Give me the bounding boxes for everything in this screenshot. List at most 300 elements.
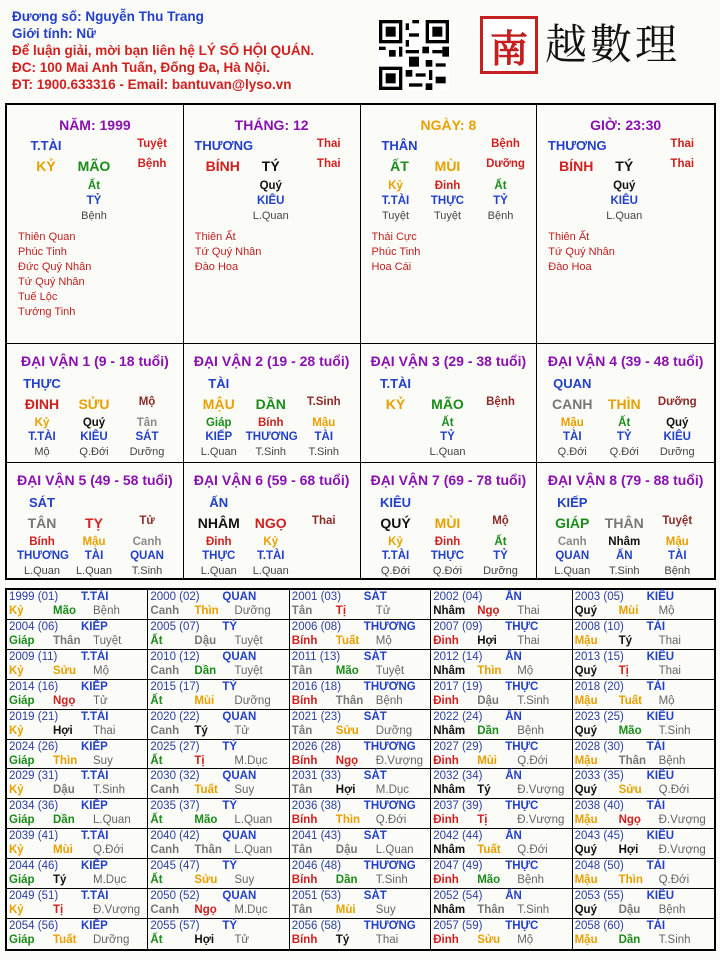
annual-cell — [431, 919, 572, 949]
annual-cell — [7, 710, 148, 740]
annual-can: Mậu — [574, 754, 598, 767]
annual-can: Bính — [291, 694, 318, 707]
annual-state: Thai — [658, 634, 681, 647]
annual-can: Ất — [150, 694, 163, 707]
hidden-state: T.Sinh — [255, 446, 287, 458]
annual-star: SÁT — [363, 890, 387, 903]
star-item: Đào Hoa — [548, 261, 592, 273]
annual-cell — [7, 650, 148, 680]
hidden-can: Kỷ — [34, 417, 50, 429]
dai-van-title: ĐẠI VẬN 7 (69 - 78 tuổi) — [370, 472, 527, 488]
pillar-can: KỶ — [36, 158, 56, 174]
annual-chi: Mão — [53, 605, 76, 617]
star-item: Phúc Tinh — [18, 246, 67, 258]
dai-van-star: KIẾP — [557, 495, 588, 510]
annual-star: TÀI — [646, 920, 666, 933]
dai-van-chi: NGỌ — [254, 515, 287, 531]
annual-can: Bính — [291, 754, 318, 767]
pillar-title: GIỜ: 23:30 — [590, 117, 662, 133]
hidden-star: TỶ — [86, 195, 102, 207]
annual-star: QUAN — [222, 890, 257, 903]
annual-star: ẤN — [505, 830, 522, 843]
hidden-can: Nhâm — [608, 536, 641, 548]
annual-cell — [431, 769, 572, 799]
annual-year: 2043 (45) — [574, 830, 624, 843]
annual-state: Q.Đới — [93, 844, 124, 857]
annual-state: Đ.Vượng — [658, 844, 706, 857]
annual-cell — [431, 740, 572, 770]
annual-cell — [290, 859, 431, 889]
dai-van-can: CANH — [552, 396, 593, 412]
hidden-star: TÀI — [84, 550, 104, 562]
annual-state: Tuyệt — [234, 664, 263, 677]
annual-can: Mậu — [574, 634, 598, 647]
annual-star: TÀI — [646, 800, 666, 813]
annual-state: T.Sinh — [375, 874, 408, 887]
dai-van-3 — [361, 344, 538, 463]
dai-van-7 — [361, 463, 538, 578]
star-item: Tứ Quý Nhân — [194, 246, 262, 258]
hidden-can: Giáp — [205, 417, 232, 429]
annual-state: Mộ — [658, 694, 675, 707]
annual-state: T.Sinh — [517, 694, 550, 707]
annual-cell — [7, 829, 148, 859]
annual-state: Bệnh — [517, 874, 545, 887]
dai-van-title: ĐẠI VẬN 3 (29 - 38 tuổi) — [370, 353, 527, 369]
annual-year: 2024 (26) — [9, 740, 59, 753]
annual-star: ẤN — [505, 710, 522, 723]
dai-van-state: Bệnh — [486, 396, 515, 408]
dai-van-title: ĐẠI VẬN 4 (39 - 48 tuổi) — [547, 353, 704, 369]
annual-cell — [148, 799, 289, 829]
annual-cell — [431, 859, 572, 889]
annual-year: 2000 (02) — [150, 591, 200, 603]
annual-year: 2034 (36) — [9, 800, 59, 813]
annual-cell — [7, 799, 148, 829]
annual-cell — [290, 650, 431, 680]
dai-van-6 — [184, 463, 361, 578]
annual-chi: Sửu — [335, 724, 359, 737]
dai-van-can: TÂN — [27, 515, 57, 531]
annual-chi: Tị — [335, 605, 347, 617]
annual-chi: Dậu — [53, 784, 75, 797]
annual-cell — [290, 680, 431, 710]
annual-star: TỶ — [222, 800, 238, 813]
dai-van-chi: MÃO — [431, 396, 464, 412]
annual-can: Giáp — [9, 814, 35, 827]
pillar-chi: TÝ — [615, 158, 634, 174]
phone-email[interactable]: ĐT: 1900.633316 - Email: bantuvan@lyso.vn — [12, 77, 292, 92]
annual-chi: Hợi — [335, 784, 356, 797]
annual-year: 2033 (35) — [574, 770, 624, 783]
hidden-state: Bệnh — [664, 565, 691, 577]
annual-year: 2054 (56) — [9, 920, 59, 933]
annual-can: Mậu — [574, 694, 598, 707]
hidden-can: Kỷ — [388, 180, 403, 192]
annual-chi: Ngọ — [477, 605, 500, 617]
dai-van-title: ĐẠI VẬN 1 (9 - 18 tuổi) — [20, 353, 169, 369]
dai-van-chi: DẦN — [255, 396, 286, 412]
pillar-top-state: Tuyệt — [137, 138, 167, 150]
annual-year: 2019 (21) — [9, 710, 59, 723]
pillar-star: T.TÀI — [30, 138, 62, 153]
annual-state: L.Quan — [375, 844, 414, 857]
annual-star: KIẾP — [81, 860, 108, 873]
hidden-can: Quý — [666, 417, 689, 429]
dai-van-1 — [7, 344, 184, 463]
hidden-can: Kỷ — [263, 536, 279, 548]
annual-cell — [573, 889, 714, 919]
annual-chi: Sửu — [618, 784, 642, 797]
annual-can: Tân — [291, 844, 313, 857]
annual-star: TÀI — [646, 740, 666, 753]
annual-year: 2038 (40) — [574, 800, 624, 813]
annual-state: M.Dục — [234, 754, 268, 767]
annual-year: 2052 (54) — [433, 890, 483, 903]
annual-year: 2058 (60) — [574, 920, 624, 933]
annual-can: Bính — [291, 634, 318, 647]
annual-star: THƯƠNG — [363, 920, 416, 933]
pillar-state: Dưỡng — [486, 158, 525, 170]
annual-cell — [290, 889, 431, 919]
hidden-can: Canh — [132, 536, 162, 548]
hidden-star: TỶ — [493, 195, 508, 207]
annual-state: Bệnh — [517, 724, 545, 737]
annual-cell — [148, 620, 289, 650]
annual-can: Giáp — [9, 634, 35, 647]
annual-can: Quý — [574, 904, 597, 917]
annual-year: 2025 (27) — [150, 740, 200, 753]
annual-year: 2041 (43) — [291, 830, 342, 843]
annual-cell — [573, 829, 714, 859]
annual-state: T.Sinh — [658, 934, 691, 947]
annual-state: Tuyệt — [375, 664, 405, 677]
annual-chi: Mùi — [194, 694, 215, 707]
hidden-state: T.Sinh — [308, 446, 340, 458]
annual-cell — [148, 740, 289, 770]
annual-chi: Dậu — [477, 694, 499, 707]
hidden-star: QUAN — [130, 550, 164, 562]
annual-star: KIẾP — [81, 800, 108, 813]
annual-chi: Sửu — [477, 934, 501, 947]
annual-chi: Mão — [618, 724, 642, 737]
annual-state: Tử — [234, 724, 250, 737]
dai-van-2 — [184, 344, 361, 463]
annual-star: SÁT — [363, 770, 387, 783]
annual-star: QUAN — [222, 770, 257, 783]
annual-state: M.Dục — [234, 904, 268, 917]
annual-cell — [431, 889, 572, 919]
annual-year: 2013 (15) — [574, 650, 624, 663]
hidden-can: Tân — [136, 417, 158, 429]
annual-chi: Dần — [618, 934, 641, 947]
qr-code-icon[interactable] — [379, 20, 449, 90]
hidden-state: Tuyệt — [433, 210, 462, 222]
annual-year: 2018 (20) — [574, 680, 624, 693]
annual-year: 2029 (31) — [9, 770, 59, 783]
pillar-month — [184, 105, 361, 344]
annual-star: TỶ — [222, 740, 238, 753]
annual-star: KIÊU — [646, 710, 675, 723]
brand-seal-logo: 南 — [480, 16, 538, 74]
star-item: Tướng Tinh — [18, 306, 76, 318]
star-item: Thiên Quan — [18, 231, 76, 243]
annual-state: Q.Đới — [658, 784, 690, 797]
annual-year: 2032 (34) — [433, 770, 483, 783]
annual-state: L.Quan — [234, 844, 273, 857]
hidden-state: L.Quan — [75, 565, 113, 577]
hidden-can: Mậu — [82, 536, 106, 548]
hidden-state: L.Quan — [23, 565, 61, 577]
dai-van-state: Dưỡng — [657, 396, 697, 408]
annual-state: Thai — [93, 724, 116, 737]
annual-can: Đinh — [433, 934, 459, 947]
annual-cell — [148, 650, 289, 680]
annual-year: 2007 (09) — [433, 620, 483, 633]
annual-star: KIÊU — [646, 770, 675, 783]
dai-van-title: ĐẠI VẬN 6 (59 - 68 tuổi) — [193, 472, 350, 488]
annual-can: Mậu — [574, 934, 598, 947]
annual-year: 2014 (16) — [9, 680, 59, 693]
hidden-can: Quý — [613, 180, 636, 192]
annual-can: Tân — [291, 904, 313, 917]
annual-cell — [431, 650, 572, 680]
hidden-can: Đinh — [205, 536, 232, 548]
annual-can: Mậu — [574, 874, 598, 887]
annual-state: M.Dục — [93, 874, 127, 887]
annual-can: Tân — [291, 664, 313, 677]
star-item: Đức Quý Nhân — [18, 261, 92, 273]
annual-star: QUAN — [222, 710, 257, 723]
hidden-state: T.Sinh — [608, 565, 640, 577]
annual-year: 2042 (44) — [433, 830, 483, 843]
dai-van-chi: THÌN — [607, 396, 641, 412]
annual-state: Đ.Vượng — [517, 814, 565, 827]
pillar-state: Bệnh — [137, 158, 167, 170]
annual-star: KIẾP — [81, 680, 108, 693]
hidden-state: Dưỡng — [659, 446, 695, 458]
annual-star: ẤN — [505, 890, 522, 903]
annual-star: KIẾP — [81, 620, 108, 633]
hidden-state: Dưỡng — [129, 446, 165, 458]
hidden-state: Q.Đới — [557, 446, 587, 458]
annual-chi: Mùi — [618, 605, 639, 617]
star-item: Thiên Ất — [194, 231, 236, 243]
annual-can: Giáp — [9, 754, 35, 767]
annual-can: Ất — [150, 754, 163, 767]
annual-can: Canh — [150, 904, 180, 917]
annual-chi: Dần — [477, 724, 499, 737]
hidden-star: TÀI — [667, 550, 687, 562]
annual-year: 2022 (24) — [433, 710, 483, 723]
annual-star: ẤN — [505, 591, 522, 603]
dai-van-state: T.Sinh — [306, 396, 341, 408]
pillar-year — [7, 105, 184, 344]
annual-year: 2046 (48) — [291, 860, 342, 873]
annual-star: ẤN — [505, 650, 522, 663]
annual-year: 2051 (53) — [291, 890, 342, 903]
pillar-star: THƯƠNG — [547, 138, 607, 153]
annual-state: Bệnh — [375, 694, 403, 707]
hidden-can: Đinh — [434, 536, 461, 548]
annual-state: L.Quan — [93, 814, 131, 827]
annual-chi: Thìn — [618, 874, 643, 887]
annual-cell — [573, 620, 714, 650]
annual-can: Nhâm — [433, 724, 466, 737]
pillar-grid — [5, 103, 716, 580]
annual-state: Thai — [517, 605, 540, 617]
annual-can: Tân — [291, 784, 313, 797]
annual-cell — [431, 590, 572, 620]
annual-year: 2017 (19) — [433, 680, 483, 693]
annual-chi: Tý — [335, 934, 350, 947]
hidden-star: T.TÀI — [257, 550, 285, 562]
hidden-state: Q.Đới — [432, 565, 463, 577]
annual-state: Q.Đới — [658, 874, 690, 887]
annual-can: Nhâm — [433, 904, 466, 917]
annual-star: QUAN — [222, 591, 257, 603]
annual-cell — [290, 590, 431, 620]
header-info — [12, 8, 314, 93]
annual-chi: Sửu — [194, 874, 218, 887]
hidden-state: Bệnh — [487, 210, 514, 222]
annual-cell — [431, 799, 572, 829]
annual-star: THỰC — [505, 680, 539, 693]
annual-state: Dưỡng — [234, 605, 271, 617]
annual-cell — [573, 799, 714, 829]
annual-cell — [7, 859, 148, 889]
annual-state: Suy — [234, 784, 255, 797]
annual-cell — [290, 710, 431, 740]
annual-year: 2036 (38) — [291, 800, 342, 813]
annual-state: Q.Đới — [517, 754, 548, 767]
annual-can: Ất — [150, 814, 163, 827]
annual-can: Kỷ — [9, 904, 24, 917]
hidden-state: L.Quan — [606, 210, 643, 222]
annual-chi: Thìn — [194, 605, 219, 617]
annual-star: QUAN — [222, 830, 257, 843]
pillar-title: THÁNG: 12 — [234, 117, 309, 133]
annual-can: Ất — [150, 634, 163, 647]
annual-star: T.TÀI — [81, 591, 109, 603]
annual-year: 2004 (06) — [9, 620, 59, 633]
hidden-state: L.Quan — [200, 446, 237, 458]
annual-year: 1999 (01) — [9, 591, 59, 603]
annual-star: THỰC — [505, 740, 539, 753]
star-item: Tứ Quý Nhân — [18, 276, 85, 288]
hidden-star: KIÊU — [257, 195, 285, 207]
annual-star: TỶ — [222, 920, 238, 933]
hidden-can: Ất — [87, 180, 101, 192]
star-item: Đào Hoa — [194, 261, 239, 273]
dai-van-state: Mộ — [492, 515, 509, 527]
annual-state: Mộ — [517, 934, 534, 947]
annual-year: 2009 (11) — [9, 650, 58, 663]
hidden-state: Q.Đới — [380, 565, 411, 577]
annual-year: 2057 (59) — [433, 920, 483, 933]
annual-state: Tử — [234, 934, 250, 947]
annual-chi: Thìn — [335, 814, 361, 827]
annual-year: 2049 (51) — [9, 890, 59, 903]
hidden-can: Quý — [82, 417, 106, 429]
hidden-can: Bính — [257, 417, 284, 429]
hidden-star: TỶ — [616, 431, 632, 443]
annual-star: T.TÀI — [81, 830, 109, 843]
annual-cell — [431, 620, 572, 650]
annual-cell — [7, 740, 148, 770]
annual-can: Đinh — [433, 754, 459, 767]
annual-star: TÀI — [646, 620, 666, 633]
pillar-title: NĂM: 1999 — [59, 117, 131, 133]
annual-year: 2027 (29) — [433, 740, 483, 753]
annual-star: KIẾP — [81, 920, 108, 933]
annual-state: Suy — [375, 904, 396, 917]
hidden-can: Canh — [557, 536, 587, 548]
annual-state: T.Sinh — [658, 724, 691, 737]
annual-cell — [573, 740, 714, 770]
annual-can: Nhâm — [433, 605, 466, 617]
dai-van-chi: THÂN — [604, 515, 644, 531]
annual-year: 2006 (08) — [291, 620, 342, 633]
annual-star: TỶ — [222, 680, 238, 693]
annual-can: Kỷ — [9, 724, 24, 737]
annual-year: 2055 (57) — [150, 920, 200, 933]
annual-year: 2045 (47) — [150, 860, 200, 873]
annual-chi: Hợi — [618, 844, 639, 857]
annual-cell — [148, 919, 289, 949]
hidden-can: Mậu — [665, 536, 689, 548]
annual-cell — [148, 889, 289, 919]
annual-can: Quý — [574, 844, 597, 857]
dai-van-star: KIÊU — [379, 495, 412, 510]
annual-star: TÀI — [646, 860, 666, 873]
dai-van-title: ĐẠI VẬN 5 (49 - 58 tuổi) — [17, 472, 173, 488]
hidden-state: Q.Đới — [79, 446, 109, 458]
hidden-can: Kỷ — [388, 536, 403, 548]
annual-year: 2035 (37) — [150, 800, 200, 813]
annual-can: Đinh — [433, 874, 459, 887]
annual-star: THỰC — [505, 620, 539, 633]
dai-van-title: ĐẠI VẬN 8 (79 - 88 tuổi) — [547, 472, 704, 488]
annual-chi: Ngọ — [618, 814, 641, 827]
annual-star: T.TÀI — [81, 650, 109, 663]
annual-state: Suy — [234, 874, 255, 887]
hidden-state: Mộ — [34, 446, 50, 458]
star-item: Hoa Cái — [371, 261, 412, 273]
hidden-star: THỰC — [430, 195, 465, 207]
hidden-star: T.TÀI — [381, 195, 410, 207]
annual-can: Giáp — [9, 874, 35, 887]
annual-star: T.TÀI — [81, 890, 109, 903]
annual-chi: Ngọ — [53, 694, 76, 707]
annual-star: T.TÀI — [81, 710, 109, 723]
dai-van-star: ẤN — [209, 495, 229, 510]
annual-year: 2047 (49) — [433, 860, 483, 873]
annual-state: M.Dục — [375, 784, 410, 797]
pillar-hour — [537, 105, 714, 344]
annual-can: Giáp — [9, 694, 35, 707]
annual-cell — [290, 740, 431, 770]
annual-cell — [431, 680, 572, 710]
annual-can: Kỷ — [9, 605, 24, 617]
annual-chi: Tuất — [53, 934, 77, 947]
hidden-star: ẤN — [615, 550, 633, 562]
annual-can: Nhâm — [433, 784, 466, 797]
pillar-star: THƯƠNG — [194, 138, 254, 153]
annual-star: THƯƠNG — [363, 860, 416, 873]
annual-star: TỶ — [222, 620, 238, 633]
annual-star: THỰC — [505, 920, 539, 933]
